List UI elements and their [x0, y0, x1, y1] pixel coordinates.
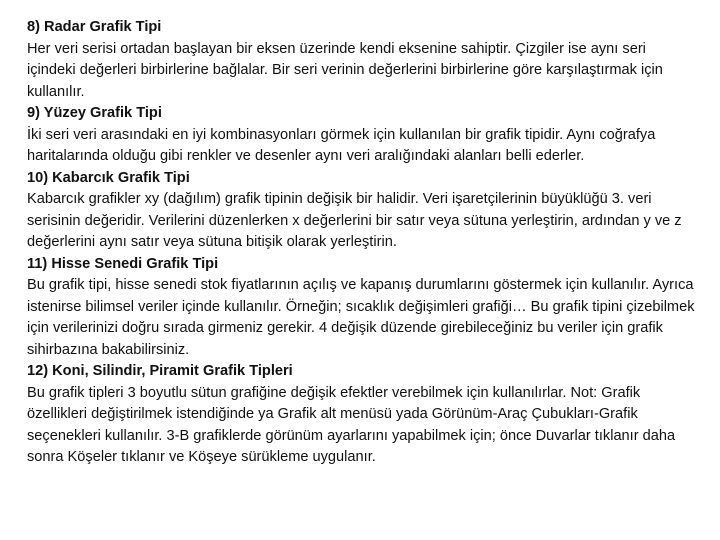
section-title: 8) Radar Grafik Tipi [27, 19, 162, 35]
section-stock [27, 254, 697, 362]
section-title: 9) Yüzey Grafik Tipi [27, 105, 162, 121]
section-title: 12) Koni, Silindir, Piramit Grafik Tipleri [27, 363, 293, 379]
section-body: İki seri veri arasındaki en iyi kombinasyonları görmek için kullanılan bir grafik tipidir. Aynı coğrafya haritalarında olduğu gibi renkler ve desenler aynı veri aralığındaki alanları belli ederler. [27, 126, 656, 164]
section-radar [27, 17, 697, 103]
section-title: 11) Hisse Senedi Grafik Tipi [27, 255, 219, 272]
section-cone-cylinder-pyramid [27, 361, 697, 469]
section-body: Bu grafik tipleri 3 boyutlu sütun grafiğine değişik efektler verebilmek için kullanılırlar. Not: Grafik özellikleri değiştirilmek istendiğinde ya Grafik alt menüsü yada Görünüm-Araç Çubukları-Grafik seçenekleri kullanılır. 3-B grafiklerde görünüm ayarlarını yapabilmek için; önce Duvarlar tıklanır daha sonra Köşeler tıklanır ve Köşeye sürükleme uygulanır. [27, 384, 676, 465]
section-surface [27, 103, 697, 168]
document-page [27, 17, 697, 469]
section-body: Kabarcık grafikler xy (dağılım) grafik tipinin değişik bir halidir. Veri işaretçilerinin büyüklüğü 3. veri serisinin değeridir. Verilerini düzenlerken x değerlerini bir satır veya sütuna yerleştirin, ardından y ve z değerlerini aynı satır veya sütuna bitişik olarak yerleştirin. [27, 191, 682, 250]
section-title: 10) Kabarcık Grafik Tipi [27, 169, 190, 186]
section-body: Bu grafik tipi, hisse senedi stok fiyatlarının açılış ve kapanış durumlarını göstermek için kullanılır. Ayrıca istenirse bilimsel veriler içinde kullanılır. Örneğin; sıcaklık değişimleri grafiği… Bu grafik tipini çizebilmek için verilerinizi doğru sırada girmeniz gerekir. 4 değişik düzende girebileceğiniz bu veriler için grafik sihirbazına bakabilirsiniz. [27, 277, 695, 358]
section-body: Her veri serisi ortadan başlayan bir eksen üzerinde kendi eksenine sahiptir. Çizgiler ise aynı seri içindeki değerleri birbirlerine bağlalar. Bir seri verinin değerlerini birbirlerine göre karşılaştırmak için kullanılır. [27, 40, 663, 100]
section-bubble [27, 168, 697, 254]
